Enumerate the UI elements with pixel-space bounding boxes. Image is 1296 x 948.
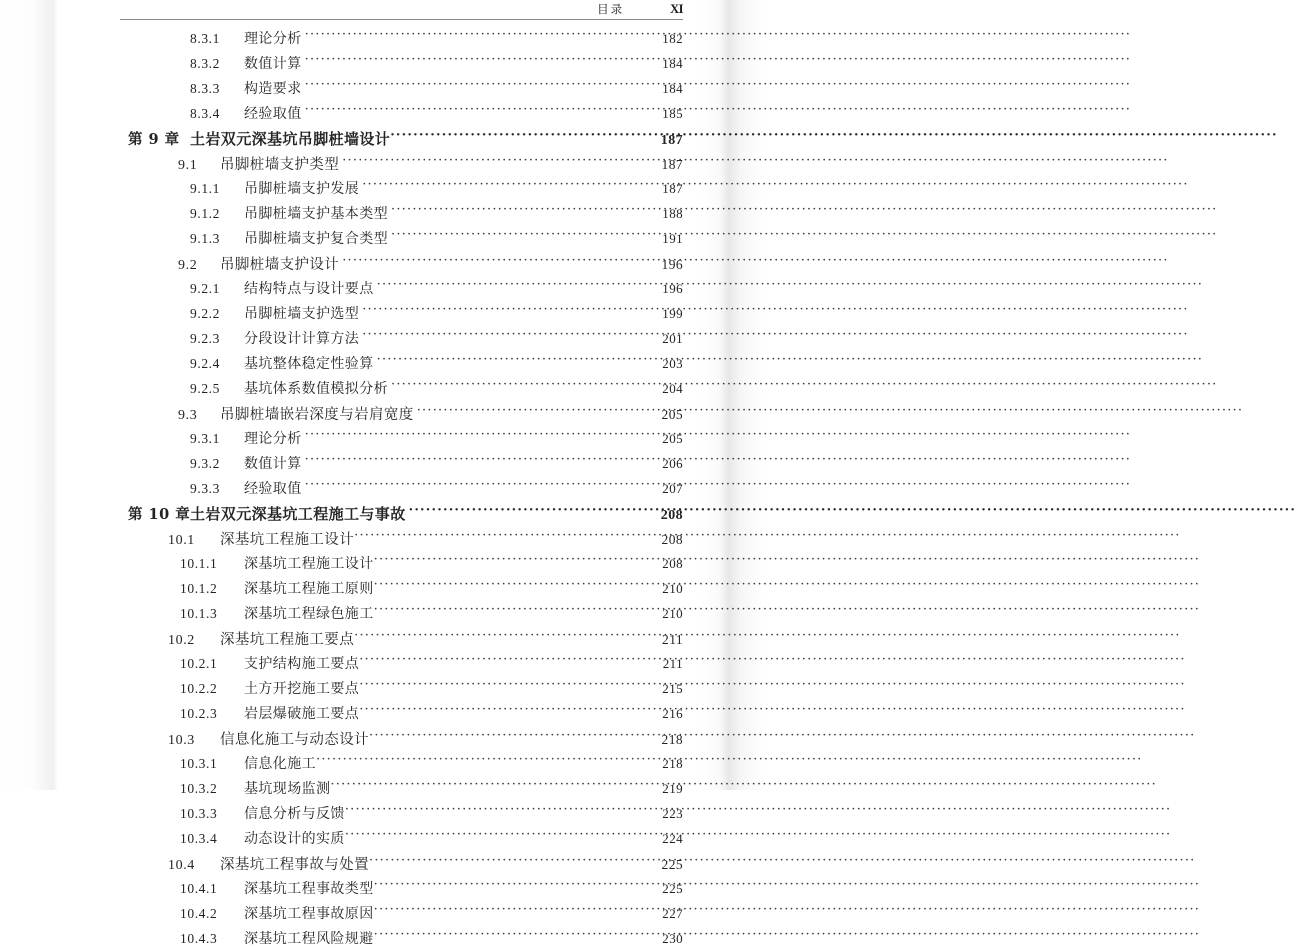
toc-entry-title: 信息化施工 xyxy=(244,756,316,772)
toc-entry-sub[interactable] xyxy=(120,378,683,403)
toc-leader-dots xyxy=(374,555,647,569)
toc-entry-number: 9.1 xyxy=(178,158,198,173)
toc-entry-title: 深基坑工程事故与处置 xyxy=(220,857,369,873)
toc-entry-title: 深基坑工程事故原因 xyxy=(244,906,374,922)
toc-entry-title: 数值计算 xyxy=(244,456,302,472)
toc-entry-number: 9.1.3 xyxy=(190,231,220,246)
toc-entry-number: 9.2 xyxy=(178,258,198,273)
toc-entry-sub[interactable] xyxy=(120,678,683,703)
toc-entry-sub[interactable] xyxy=(120,778,683,803)
toc-entry-number: 第 9 章 xyxy=(128,131,180,148)
toc-entry-number: 9.2.5 xyxy=(190,381,220,396)
toc-entry-number: 10.3.2 xyxy=(180,781,218,796)
toc-entry-page-number: 188 xyxy=(662,206,683,221)
toc-entry-sub[interactable] xyxy=(120,803,683,828)
toc-leader-dots xyxy=(359,655,647,669)
toc-entry-number: 10.3.3 xyxy=(180,806,218,821)
toc-entry-number: 10.2.2 xyxy=(180,681,218,696)
toc-entry-title: 深基坑工程绿色施工 xyxy=(244,606,374,622)
toc-leader-dots xyxy=(374,905,647,919)
toc-entry-sub[interactable] xyxy=(120,228,683,253)
toc-entry-title: 信息分析与反馈 xyxy=(244,806,345,822)
toc-entry-page-number: 185 xyxy=(662,106,683,121)
toc-entry-sub[interactable] xyxy=(120,753,683,778)
toc-leader-dots xyxy=(390,130,647,145)
toc-entry-sub[interactable] xyxy=(120,578,683,603)
toc-entry-section[interactable] xyxy=(120,403,683,428)
toc-leader-dots xyxy=(316,755,647,769)
toc-leader-dots xyxy=(374,880,647,894)
toc-entry-page-number: 224 xyxy=(662,831,683,846)
toc-entry-page-number: 227 xyxy=(662,906,683,921)
toc-entry-number: 9.3.3 xyxy=(190,481,220,496)
toc-entry-page-number: 215 xyxy=(662,681,683,696)
toc-leader-dots xyxy=(305,455,647,469)
toc-entry-page-number: 218 xyxy=(662,756,683,771)
toc-entry-sub[interactable] xyxy=(120,28,683,53)
toc-leader-dots xyxy=(342,155,647,169)
toc-entry-page-number: 206 xyxy=(662,456,683,471)
toc-entry-number: 10.1.1 xyxy=(180,556,218,571)
toc-leader-dots xyxy=(377,355,647,369)
toc-leader-dots xyxy=(374,605,647,619)
toc-entry-title: 土方开挖施工要点 xyxy=(244,681,360,697)
toc-entry-title: 土岩双元深基坑工程施工与事故 xyxy=(190,505,406,523)
toc-entry-number: 10.2 xyxy=(168,633,195,648)
toc-entry-number: 9.2.3 xyxy=(190,331,220,346)
toc-entry-title: 深基坑工程施工设计 xyxy=(244,556,374,572)
toc-entry-title: 深基坑工程施工原则 xyxy=(244,581,374,597)
toc-entry-title: 经验取值 xyxy=(244,106,302,122)
toc-entry-title: 理论分析 xyxy=(244,31,302,47)
toc-entry-title: 分段设计计算方法 xyxy=(244,331,360,347)
toc-entry-list xyxy=(120,28,683,947)
toc-leader-dots xyxy=(305,55,647,69)
toc-entry-title: 信息化施工与动态设计 xyxy=(220,732,369,748)
toc-entry-section[interactable] xyxy=(120,628,683,653)
toc-entry-number: 9.1.1 xyxy=(190,181,220,196)
toc-entry-number: 10.3.4 xyxy=(180,831,218,846)
toc-leader-dots xyxy=(345,830,647,844)
toc-entry-page-number: 208 xyxy=(660,508,683,523)
toc-entry-title: 支护结构施工要点 xyxy=(244,656,360,672)
toc-entry-page-number: 187 xyxy=(661,157,683,172)
toc-entry-sub[interactable] xyxy=(120,603,683,628)
toc-entry-section[interactable] xyxy=(120,153,683,178)
toc-leader-dots xyxy=(362,305,647,319)
toc-entry-number: 10.4.2 xyxy=(180,906,218,921)
toc-entry-title: 吊脚桩墙支护复合类型 xyxy=(244,231,388,247)
toc-entry-title: 经验取值 xyxy=(244,481,302,497)
toc-leader-dots xyxy=(305,480,647,494)
toc-entry-page-number: 187 xyxy=(660,133,683,148)
toc-entry-page-number: 203 xyxy=(662,356,683,371)
toc-entry-number: 10.4.1 xyxy=(180,881,218,896)
toc-entry-sub[interactable] xyxy=(120,178,683,203)
toc-entry-page-number: 205 xyxy=(662,431,683,446)
toc-entry-page-number: 208 xyxy=(661,532,683,547)
toc-entry-page-number: 211 xyxy=(662,656,683,671)
toc-entry-page-number: 191 xyxy=(662,231,683,246)
toc-entry-page-number: 230 xyxy=(662,931,683,946)
toc-entry-chapter[interactable] xyxy=(120,128,683,153)
toc-entry-number: 8.3.2 xyxy=(190,56,220,71)
toc-entry-page-number: 184 xyxy=(662,81,683,96)
toc-entry-number: 8.3.1 xyxy=(190,31,220,46)
toc-leader-dots xyxy=(342,255,647,269)
toc-entry-page-number: 196 xyxy=(662,281,683,296)
toc-entry-sub[interactable] xyxy=(120,303,683,328)
toc-leader-dots xyxy=(305,105,647,119)
toc-entry-sub[interactable] xyxy=(120,428,683,453)
toc-entry-number: 9.2.4 xyxy=(190,356,220,371)
toc-entry-page-number: 199 xyxy=(662,306,683,321)
toc-leader-dots xyxy=(305,80,647,94)
toc-entry-page-number: 218 xyxy=(661,732,683,747)
toc-entry-section[interactable] xyxy=(120,253,683,278)
toc-entry-number: 8.3.4 xyxy=(190,106,220,121)
toc-entry-title: 吊脚桩墙嵌岩深度与岩肩宽度 xyxy=(220,407,414,423)
toc-leader-dots xyxy=(374,930,647,944)
toc-entry-title: 吊脚桩墙支护基本类型 xyxy=(244,206,388,222)
toc-entry-title: 理论分析 xyxy=(244,431,302,447)
toc-entry-section[interactable] xyxy=(120,528,683,553)
toc-entry-title: 吊脚桩墙支护发展 xyxy=(244,181,360,197)
toc-leader-dots xyxy=(354,530,647,544)
toc-entry-number: 10.1 xyxy=(168,533,195,548)
toc-entry-page-number: 187 xyxy=(662,181,683,196)
toc-entry-number: 9.3.2 xyxy=(190,456,220,471)
toc-entry-number: 第 10 章 xyxy=(128,506,191,523)
toc-entry-page-number: 184 xyxy=(662,56,683,71)
toc-leader-dots xyxy=(391,380,647,394)
toc-entry-title: 岩层爆破施工要点 xyxy=(244,706,360,722)
toc-entry-page-number: 210 xyxy=(662,606,683,621)
toc-entry-title: 构造要求 xyxy=(244,81,302,97)
toc-entry-number: 10.1.2 xyxy=(180,581,218,596)
toc-entry-page-number: 207 xyxy=(662,481,683,496)
toc-entry-sub[interactable] xyxy=(120,828,683,853)
page-edge-shadow-left xyxy=(0,0,58,790)
toc-entry-page-number: 210 xyxy=(662,581,683,596)
toc-entry-title: 吊脚桩墙支护类型 xyxy=(220,157,340,173)
toc-entry-number: 10.3 xyxy=(168,733,195,748)
toc-entry-page-number: 225 xyxy=(662,881,683,896)
toc-leader-dots xyxy=(330,780,647,794)
toc-leader-dots xyxy=(359,705,647,719)
toc-entry-sub[interactable] xyxy=(120,653,683,678)
toc-entry-sub[interactable] xyxy=(120,878,683,903)
toc-entry-sub[interactable] xyxy=(120,103,683,128)
toc-entry-number: 9.2.1 xyxy=(190,281,220,296)
toc-entry-sub[interactable] xyxy=(120,553,683,578)
toc-entry-number: 9.3.1 xyxy=(190,431,220,446)
toc-entry-page-number: 196 xyxy=(661,257,683,272)
toc-entry-sub[interactable] xyxy=(120,278,683,303)
toc-entry-title: 基坑现场监测 xyxy=(244,781,331,797)
toc-entry-chapter[interactable] xyxy=(120,503,683,528)
toc-entry-page-number: 225 xyxy=(661,857,683,872)
toc-entry-section[interactable] xyxy=(120,853,683,878)
toc-entry-title: 吊脚桩墙支护设计 xyxy=(220,257,340,273)
toc-leader-dots xyxy=(305,430,647,444)
toc-entry-title: 深基坑工程施工设计 xyxy=(220,532,355,548)
toc-leader-dots xyxy=(369,855,647,869)
page-edge-shadow-right xyxy=(700,0,790,790)
toc-entry-sub[interactable] xyxy=(120,453,683,478)
toc-entry-number: 9.2.2 xyxy=(190,306,220,321)
toc-entry-title: 基坑整体稳定性验算 xyxy=(244,356,374,372)
toc-entry-title: 基坑体系数值模拟分析 xyxy=(244,381,388,397)
toc-leader-dots xyxy=(362,330,647,344)
toc-entry-title: 吊脚桩墙支护选型 xyxy=(244,306,360,322)
toc-entry-page-number: 223 xyxy=(662,806,683,821)
toc-entry-sub[interactable] xyxy=(120,353,683,378)
toc-entry-title: 动态设计的实质 xyxy=(244,831,345,847)
toc-entry-sub[interactable] xyxy=(120,53,683,78)
header-rule xyxy=(120,19,683,20)
toc-leader-dots xyxy=(354,630,647,644)
toc-entry-title: 深基坑工程风险规避 xyxy=(244,931,374,947)
toc-entry-sub[interactable] xyxy=(120,928,683,947)
toc-entry-sub[interactable] xyxy=(120,78,683,103)
toc-entry-sub[interactable] xyxy=(120,478,683,503)
toc-entry-title: 深基坑工程施工要点 xyxy=(220,632,355,648)
toc-entry-page-number: 208 xyxy=(662,556,683,571)
toc-leader-dots xyxy=(305,30,647,44)
toc-entry-number: 10.4.3 xyxy=(180,931,218,946)
toc-entry-number: 9.3 xyxy=(178,408,198,423)
toc-entry-section[interactable] xyxy=(120,728,683,753)
toc-entry-page-number: 216 xyxy=(662,706,683,721)
toc-entry-number: 8.3.3 xyxy=(190,81,220,96)
toc-leader-dots xyxy=(391,205,647,219)
toc-entry-page-number: 219 xyxy=(662,781,683,796)
toc-entry-title: 深基坑工程事故类型 xyxy=(244,881,374,897)
toc-entry-number: 10.2.1 xyxy=(180,656,218,671)
toc-leader-dots xyxy=(409,505,647,520)
toc-entry-page-number: 211 xyxy=(662,632,683,647)
toc-entry-page-number: 204 xyxy=(662,381,683,396)
toc-entry-page-number: 182 xyxy=(662,31,683,46)
toc-entry-page-number: 201 xyxy=(662,331,683,346)
page-folio-number: XI xyxy=(670,2,683,16)
toc-leader-dots xyxy=(345,805,647,819)
toc-leader-dots xyxy=(377,280,647,294)
toc-leader-dots xyxy=(417,405,647,419)
toc-entry-sub[interactable] xyxy=(120,328,683,353)
toc-entry-number: 10.2.3 xyxy=(180,706,218,721)
toc-leader-dots xyxy=(359,680,647,694)
toc-entry-number: 9.1.2 xyxy=(190,206,220,221)
toc-entry-sub[interactable] xyxy=(120,903,683,928)
toc-entry-title: 土岩双元深基坑吊脚桩墙设计 xyxy=(190,130,391,148)
toc-entry-sub[interactable] xyxy=(120,203,683,228)
toc-entry-title: 数值计算 xyxy=(244,56,302,72)
toc-leader-dots xyxy=(374,580,647,594)
toc-entry-title: 结构特点与设计要点 xyxy=(244,281,374,297)
running-header xyxy=(120,0,683,20)
toc-leader-dots xyxy=(362,180,647,194)
toc-entry-number: 10.3.1 xyxy=(180,756,218,771)
running-header-title: 目录 xyxy=(597,2,625,16)
toc-leader-dots xyxy=(391,230,647,244)
toc-entry-number: 10.4 xyxy=(168,858,195,873)
toc-leader-dots xyxy=(369,730,647,744)
toc-entry-page-number: 205 xyxy=(661,407,683,422)
toc-entry-number: 10.1.3 xyxy=(180,606,218,621)
toc-entry-sub[interactable] xyxy=(120,703,683,728)
